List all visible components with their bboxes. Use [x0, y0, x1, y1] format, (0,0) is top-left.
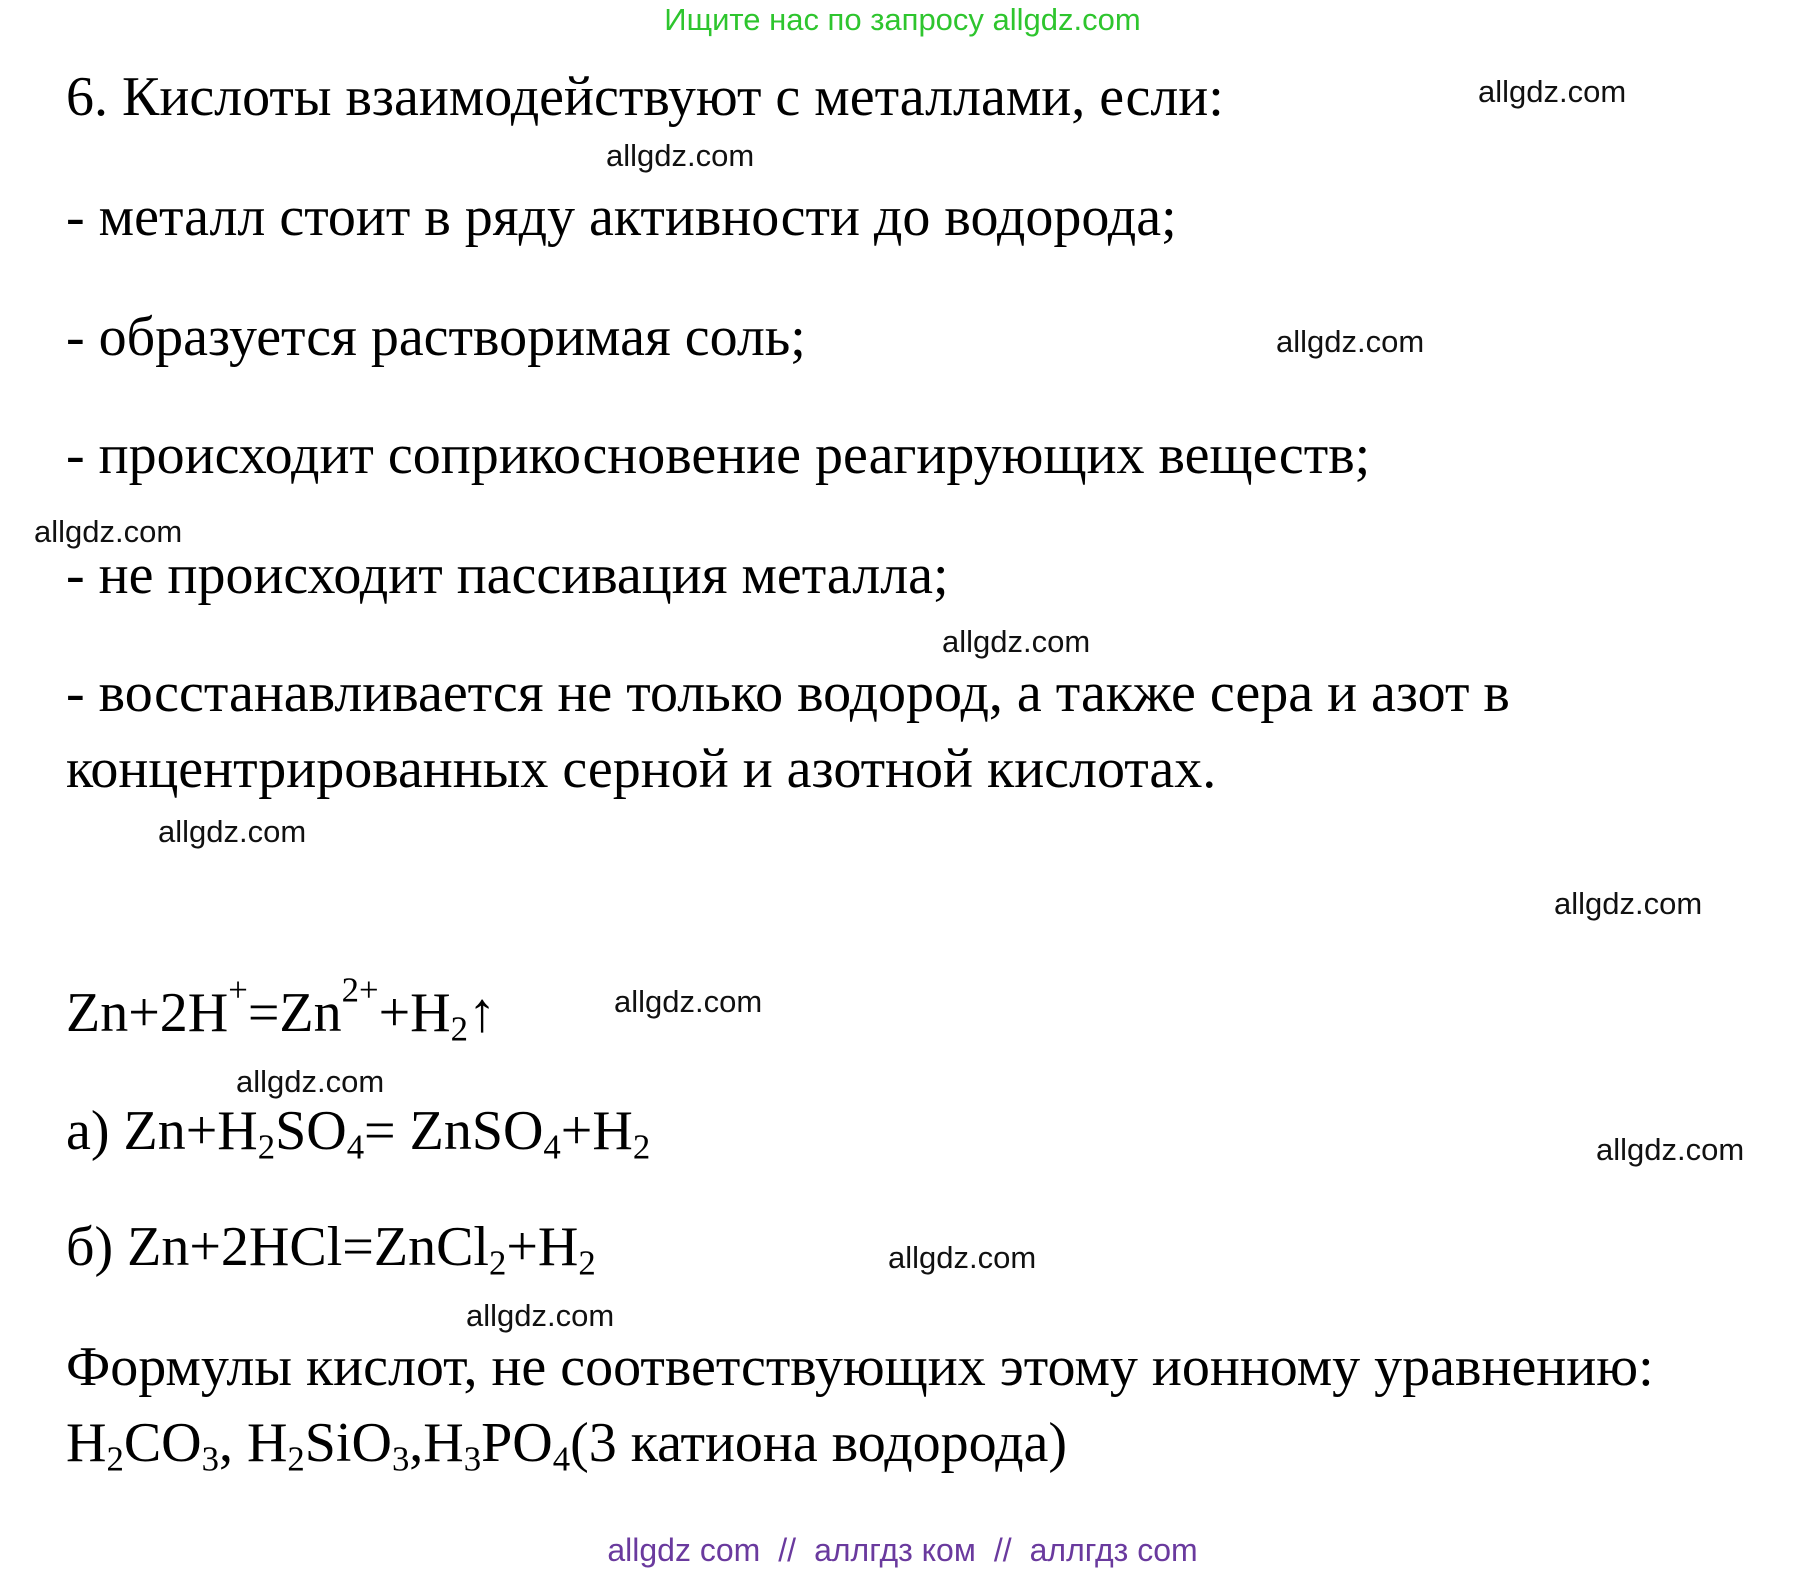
watermark: allgdz.com: [942, 624, 1091, 659]
formula-subscript: 3: [463, 1439, 482, 1479]
formula-subscript: 4: [346, 1127, 365, 1167]
ionic-equation: [66, 970, 496, 1049]
watermark: allgdz.com: [1554, 886, 1703, 921]
formula-subscript: 2: [488, 1243, 507, 1283]
formula-superscript: 2+: [341, 970, 379, 1010]
formula-part: SiO: [304, 1412, 392, 1474]
formula-part: +H: [378, 982, 451, 1044]
watermark: allgdz.com: [1596, 1132, 1745, 1167]
formula-part: =Zn: [247, 982, 342, 1044]
watermark: allgdz.com: [1478, 74, 1627, 109]
watermark: allgdz.com: [466, 1298, 615, 1333]
task-title: 6. Кислоты взаимодействуют с металлами, если:: [66, 66, 1224, 128]
formula-subscript: 4: [543, 1127, 561, 1167]
formula-superscript: +: [228, 970, 248, 1010]
formula-part: б) Zn+2HCl=ZnCl: [66, 1216, 489, 1278]
condition-line-5a: - восстанавливается не только водород, а также сера и азот в: [66, 662, 1510, 724]
formula-subscript: 2: [578, 1243, 596, 1283]
footer-link-c[interactable]: аллгдз com: [1029, 1532, 1198, 1568]
formula-part: ,H: [409, 1412, 464, 1474]
formula-subscript: 2: [287, 1439, 305, 1479]
formula-part: = ZnSO: [364, 1100, 544, 1162]
formula-part: , H: [218, 1412, 288, 1474]
formula-part: SO: [275, 1100, 347, 1162]
footer-separator: //: [993, 1532, 1012, 1568]
formula-part: CO: [123, 1412, 202, 1474]
watermark: allgdz.com: [158, 814, 307, 849]
watermark: allgdz.com: [614, 984, 763, 1019]
formula-part: а) Zn+H: [66, 1100, 258, 1162]
formula-part: H: [66, 1412, 107, 1474]
search-banner[interactable]: Ищите нас по запросу allgdz.com: [664, 2, 1141, 37]
formula-subscript: 3: [201, 1439, 219, 1479]
condition-line-5b: концентрированных серной и азотной кислотах.: [66, 738, 1217, 800]
formula-part: PO: [481, 1412, 553, 1474]
formula-part: +H: [506, 1216, 579, 1278]
answer-acids: [66, 1410, 1068, 1479]
footer-separator: //: [778, 1532, 797, 1568]
watermark: allgdz.com: [888, 1240, 1037, 1275]
footer-link-b[interactable]: аллгдз ком: [814, 1532, 976, 1568]
formula-subscript: 2: [450, 1009, 468, 1049]
formula-subscript: 2: [257, 1127, 276, 1167]
condition-line-1: - металл стоит в ряду активности до водорода;: [66, 186, 1177, 248]
formula-part: (3 катиона водорода): [570, 1412, 1068, 1474]
watermark: allgdz.com: [34, 514, 183, 549]
condition-line-3: - происходит соприкосновение реагирующих веществ;: [66, 424, 1371, 486]
formula-subscript: 4: [552, 1439, 571, 1479]
gas-arrow-icon: ↑: [467, 982, 496, 1044]
condition-line-2: - образуется растворимая соль;: [66, 306, 806, 368]
footer: [0, 1532, 1805, 1568]
reaction-a: [66, 1098, 651, 1167]
formula-part: Zn+2H: [66, 982, 229, 1044]
watermark: allgdz.com: [606, 138, 755, 173]
answer-intro: Формулы кислот, не соответствующих этому ионному уравнению:: [66, 1336, 1654, 1398]
reaction-b: [66, 1214, 596, 1283]
formula-part: +H: [560, 1100, 633, 1162]
watermark: allgdz.com: [1276, 324, 1425, 359]
footer-link-a[interactable]: allgdz com: [607, 1532, 761, 1568]
formula-subscript: 2: [632, 1127, 651, 1167]
watermark: allgdz.com: [236, 1064, 385, 1099]
formula-subscript: 2: [106, 1439, 124, 1479]
condition-line-4: - не происходит пассивация металла;: [66, 544, 949, 606]
formula-subscript: 3: [391, 1439, 410, 1479]
